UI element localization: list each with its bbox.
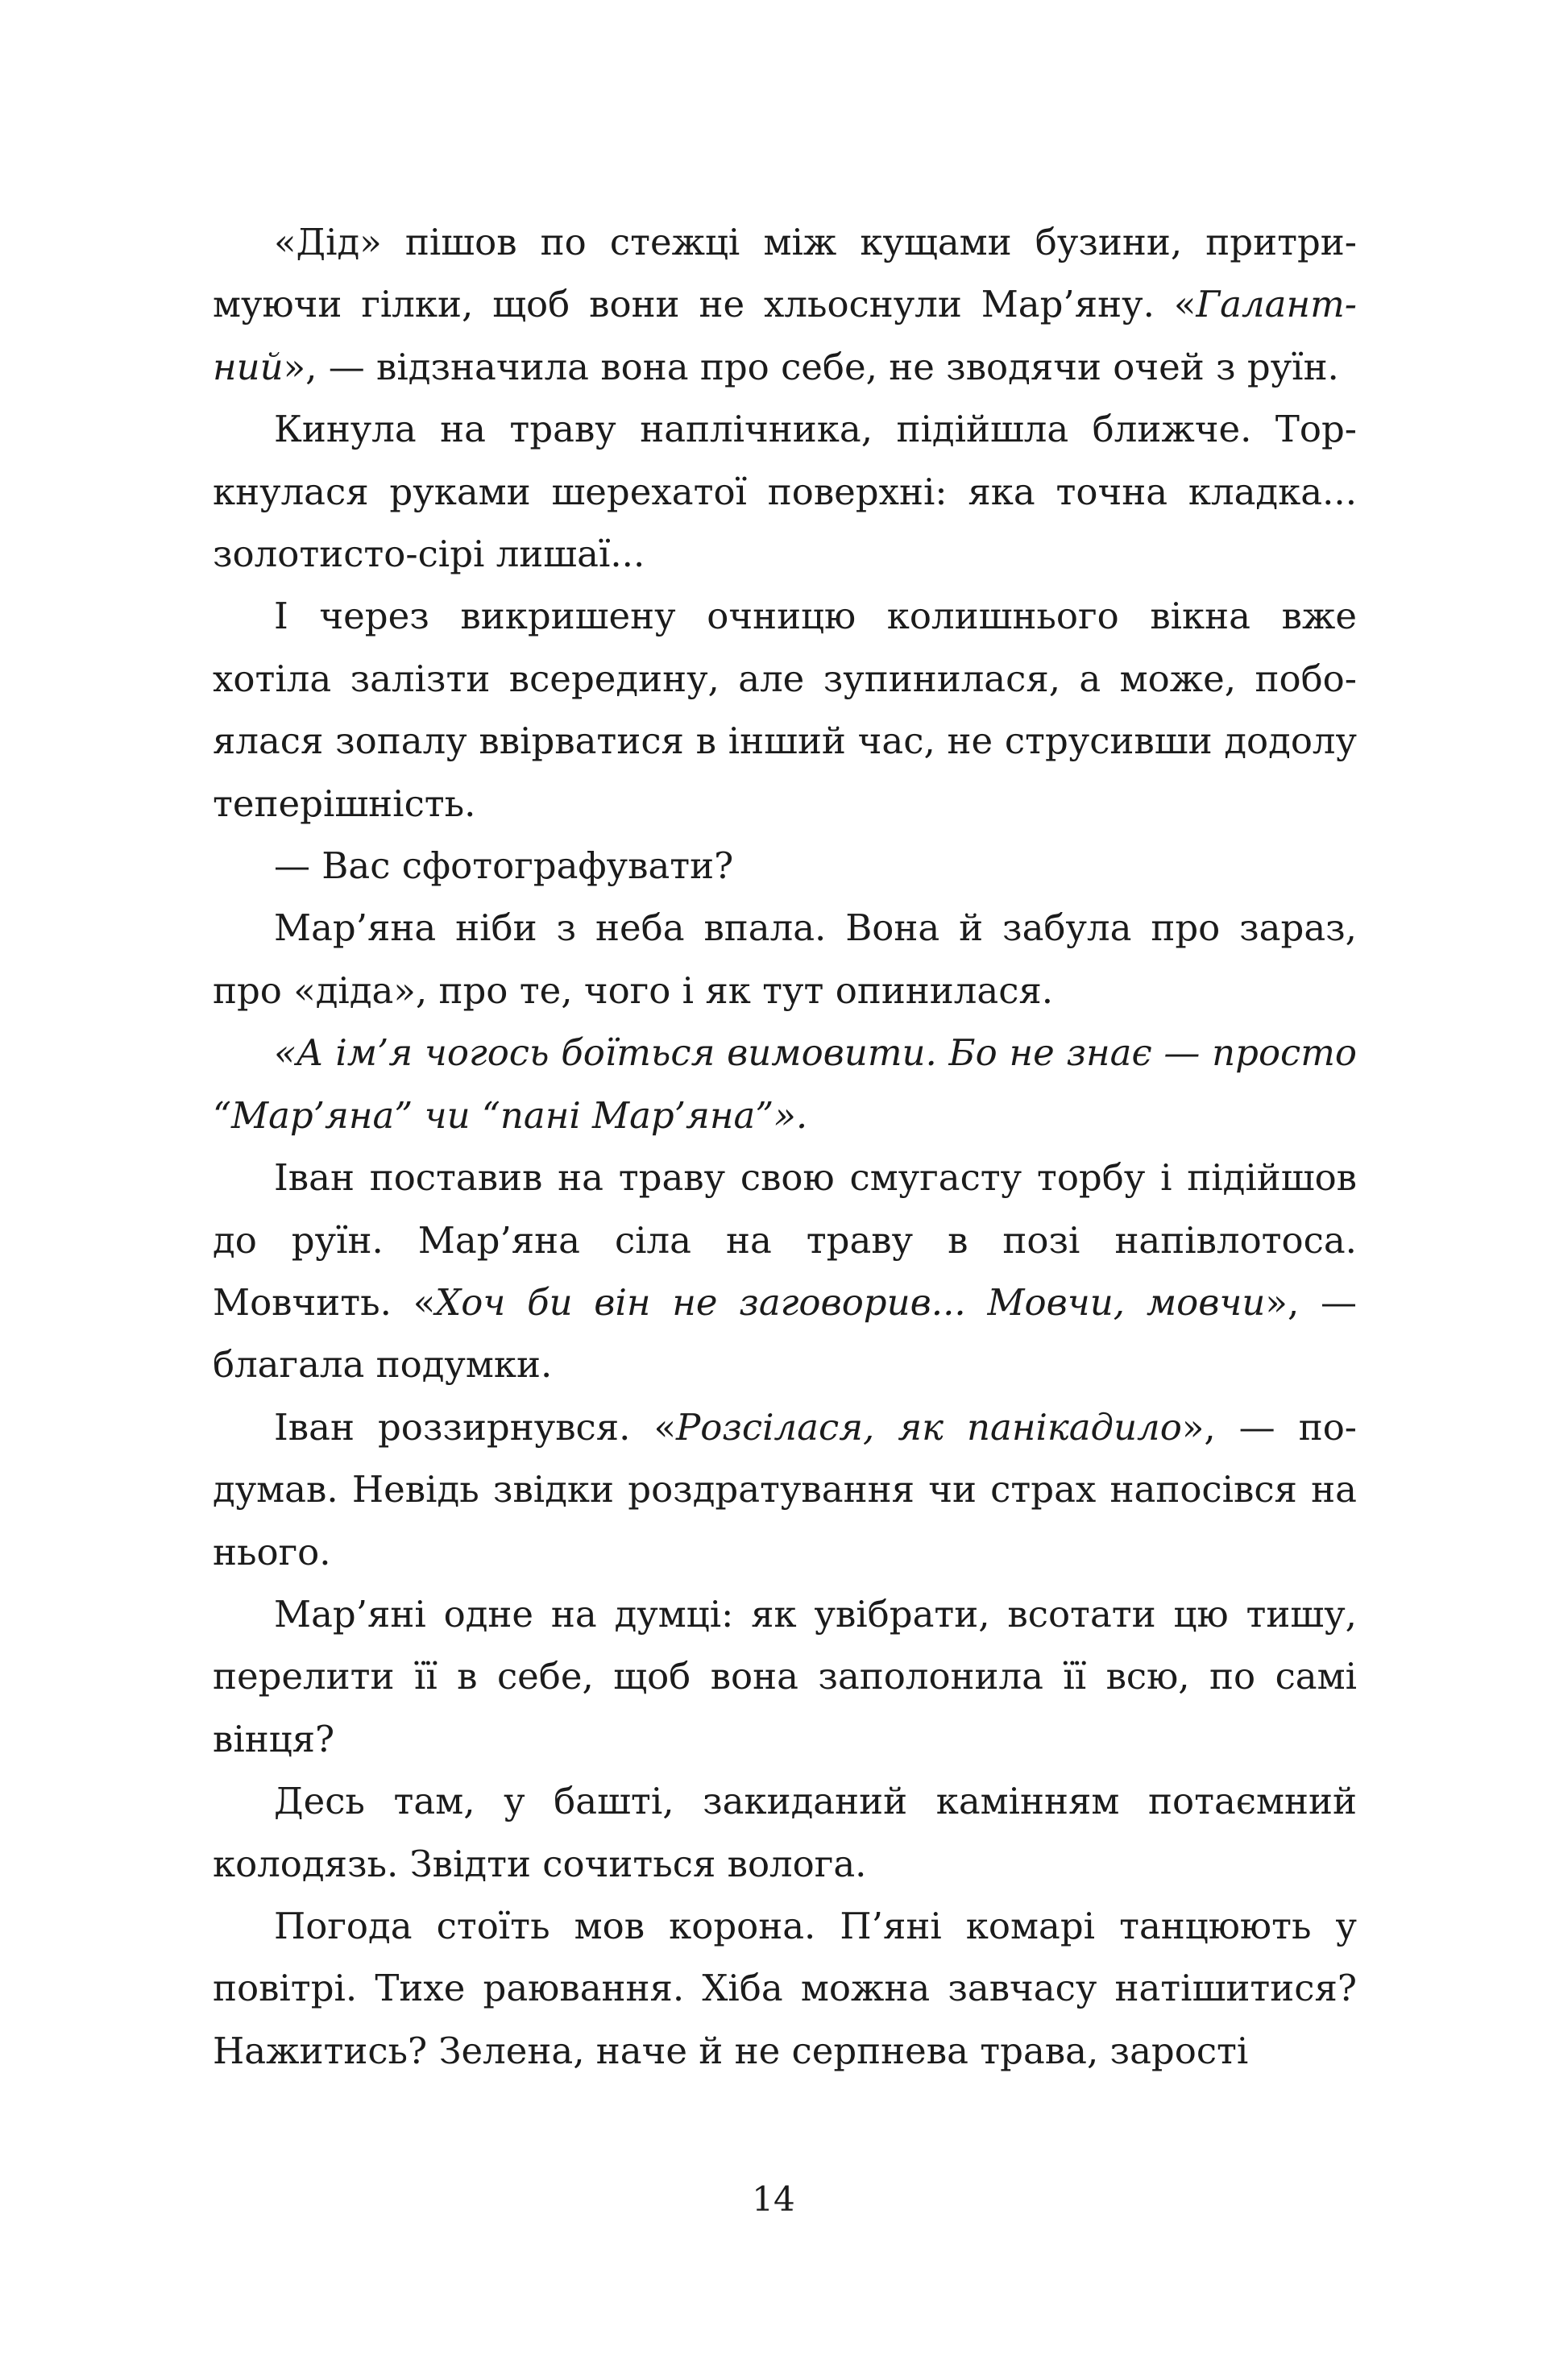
text-run: «Дід» пішов по стежці між кущами бузини, притримуючи гілки, щоб вони не хльоснули Мар’яну. « [213,221,1357,326]
paragraph [213,835,1357,897]
italic-text: Розсілася, як панікадило [676,1405,1182,1449]
paragraph [213,398,1357,585]
paragraph [213,1895,1357,2082]
text-run: », — подумав. Невідь звідки роздратування чи страх напосівся на нього. [213,1405,1358,1574]
text-run: Кинула на траву наплічника, підійшла ближче. Торкнулася руками шерехатої поверхні: яка точна кладка... золотисто-сірі лишаї... [213,408,1357,576]
paragraph [213,1022,1357,1146]
text-run: », — благала подумки. [213,1280,1357,1387]
text-run: І через викришену очницю колишнього вікна вже хотіла залізти всередину, але зупинилася, а може, побоялася зопалу ввірватися в інший час, не струсивши додолу теперішність. [213,595,1357,825]
text-run: — Вас сфотографувати? [274,844,734,888]
paragraph [213,1396,1357,1583]
paragraph [213,1583,1357,1770]
paragraph [213,1770,1357,1895]
italic-text: «А ім’я чогось боїться вимовити. Бо не знає — просто “Мар’яна” чи “пані Мар’яна”». [213,1031,1357,1137]
body-text [213,211,1357,2082]
text-run: Іван роззирнувся. « [274,1405,676,1449]
page-number: 14 [752,2179,795,2219]
text-run: Мар’яні одне на думці: як увібрати, всотати цю тишу, перелити її в себе, щоб вона заполонила її всю, по самі вінця? [213,1592,1357,1760]
italic-text: Галантний [213,283,1357,388]
paragraph [213,897,1357,1022]
text-run: Іван поставив на траву свою смугасту торбу і підійшов до руїн. Мар’яна сіла на траву в позі напівлотоса. Мовчить. « [213,1156,1357,1324]
text-run: Мар’яна ніби з неба впала. Вона й забула про зараз, про «діда», про те, чого і як тут опинилася. [213,906,1357,1012]
paragraph [213,585,1357,835]
text-run: », — відзначила вона про себе, не зводячи очей з руїн. [283,345,1339,388]
paragraph [213,211,1357,398]
italic-text: Хоч би він не заговорив... Мовчи, мовчи [435,1280,1266,1324]
text-run: Погода стоїть мов корона. П’яні комарі танцюють у повітрі. Тихе раювання. Хіба можна завчасу натішитися? Нажитись? Зелена, наче й не серпнева трава, зарості [213,1904,1357,2072]
paragraph [213,1146,1357,1396]
text-run: Десь там, у башті, закиданий камінням потаємний колодязь. Звідти сочиться волога. [213,1780,1357,1885]
